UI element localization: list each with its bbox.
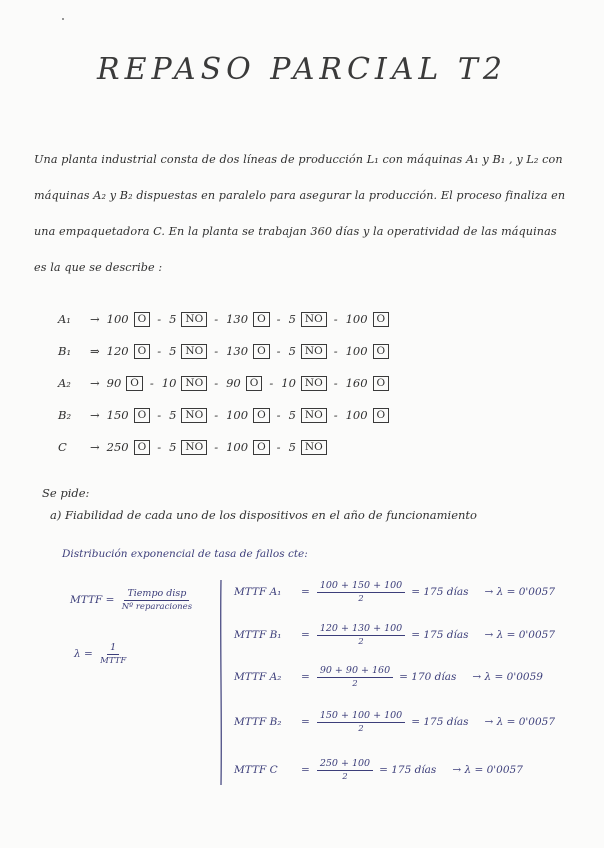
status-box-operative: O xyxy=(134,440,151,455)
duration-value: 5 xyxy=(169,440,177,454)
mttf-definition xyxy=(70,588,196,612)
paper-dot xyxy=(62,18,64,20)
separator: - xyxy=(269,376,274,390)
mttf-def-fraction xyxy=(122,588,192,612)
lambda-result: → λ = 0'0057 xyxy=(484,586,556,598)
machine-name: A₂ xyxy=(58,376,71,390)
duration-value: 150 xyxy=(106,408,129,422)
machine-name: B₂ xyxy=(58,408,72,422)
duration-value: 5 xyxy=(288,312,296,326)
equals-sign: = xyxy=(301,764,310,776)
status-box-operative: O xyxy=(373,312,390,327)
page-title: REPASO PARCIAL T2 xyxy=(97,52,507,87)
status-box-not-operative: NO xyxy=(181,408,207,423)
duration-value: 5 xyxy=(288,440,296,454)
duration-value: 100 xyxy=(226,440,249,454)
mttf-result: = 175 días xyxy=(411,629,469,641)
arrow-icon: → xyxy=(90,376,100,390)
mttf-denominator: 2 xyxy=(358,724,364,734)
status-box-operative: O xyxy=(373,408,390,423)
duration-value: 250 xyxy=(106,440,129,454)
lambda-result: → λ = 0'0057 xyxy=(484,629,556,641)
lambda-def-numerator: 1 xyxy=(107,642,119,655)
mttf-label: MTTF A₁ xyxy=(234,586,282,598)
question-a: a) Fiabilidad de cada uno de los dispositivos en el año de funcionamiento xyxy=(50,508,477,522)
status-box-not-operative: NO xyxy=(301,344,327,359)
mttf-fraction xyxy=(317,710,405,734)
machine-name: B₁ xyxy=(58,344,72,358)
machine-name: C xyxy=(58,440,67,454)
equals-sign: = xyxy=(301,629,310,641)
duration-value: 100 xyxy=(226,408,249,422)
separator: - xyxy=(214,344,219,358)
mttf-label: MTTF A₂ xyxy=(234,671,282,683)
duration-value: 120 xyxy=(106,344,129,358)
status-box-operative: O xyxy=(134,312,151,327)
duration-value: 10 xyxy=(161,376,177,390)
statement-line: Una planta industrial consta de dos líneas de producción L₁ con máquinas A₁ y B₁ , y L₂ con xyxy=(34,153,563,166)
machine-name: A₁ xyxy=(58,312,71,326)
separator: - xyxy=(333,344,338,358)
duration-value: 100 xyxy=(106,312,129,326)
duration-value: 90 xyxy=(226,376,241,390)
separator: - xyxy=(214,440,219,454)
status-box-operative: O xyxy=(126,376,143,391)
separator: - xyxy=(276,344,281,358)
separator: - xyxy=(157,408,162,422)
status-box-not-operative: NO xyxy=(301,376,327,391)
mttf-fraction xyxy=(317,623,405,647)
duration-value: 10 xyxy=(281,376,296,390)
mttf-def-numerator: Tiempo disp xyxy=(124,588,189,601)
separator: - xyxy=(214,376,219,390)
status-box-operative: O xyxy=(253,408,270,423)
status-box-operative: O xyxy=(253,344,270,359)
separator: - xyxy=(149,376,154,390)
arrow-icon: → xyxy=(90,312,100,326)
separator: - xyxy=(333,376,338,390)
mttf-def-lhs: MTTF = xyxy=(70,594,115,606)
separator: - xyxy=(157,440,162,454)
arrow-icon: ⇒ xyxy=(90,344,100,358)
lambda-result: → λ = 0'0057 xyxy=(452,764,523,776)
lambda-def-lhs: λ = xyxy=(74,648,93,660)
duration-value: 5 xyxy=(288,344,296,358)
operation-row xyxy=(58,303,391,335)
mttf-numerator: 250 + 100 xyxy=(317,758,373,771)
status-box-operative: O xyxy=(246,376,263,391)
mttf-denominator: 2 xyxy=(342,772,348,782)
lambda-definition xyxy=(74,642,130,666)
mttf-row xyxy=(234,580,555,604)
status-box-not-operative: NO xyxy=(301,312,327,327)
mttf-denominator: 2 xyxy=(358,594,364,604)
duration-value: 160 xyxy=(345,376,368,390)
mttf-fraction xyxy=(317,665,393,689)
statement-line: máquinas A₂ y B₂ dispuestas en paralelo para asegurar la producción. El proceso finaliza en xyxy=(34,189,566,202)
equals-sign: = xyxy=(301,671,310,683)
status-box-not-operative: NO xyxy=(181,440,207,455)
mttf-numerator: 150 + 100 + 100 xyxy=(317,710,405,723)
arrow-icon: → xyxy=(90,440,100,454)
separator: - xyxy=(157,312,162,326)
operation-row xyxy=(58,399,391,431)
status-box-operative: O xyxy=(373,376,390,391)
status-box-not-operative: NO xyxy=(181,376,207,391)
separator: - xyxy=(157,344,162,358)
lambda-result: → λ = 0'0057 xyxy=(484,716,556,728)
duration-value: 5 xyxy=(169,344,177,358)
status-box-operative: O xyxy=(134,344,151,359)
duration-value: 100 xyxy=(345,408,368,422)
arrow-icon: → xyxy=(90,408,100,422)
statement-line: es la que se describe : xyxy=(34,261,163,274)
operation-row xyxy=(58,335,391,367)
mttf-row xyxy=(234,710,555,734)
duration-value: 5 xyxy=(288,408,296,422)
equals-sign: = xyxy=(301,716,310,728)
problem-statement xyxy=(34,142,584,286)
status-box-operative: O xyxy=(253,312,270,327)
status-box-operative: O xyxy=(134,408,151,423)
mttf-result: = 175 días xyxy=(411,586,469,598)
separator: - xyxy=(276,408,281,422)
mttf-row xyxy=(234,665,543,689)
mttf-label: MTTF B₁ xyxy=(234,629,282,641)
mttf-label: MTTF C xyxy=(234,764,278,776)
mttf-def-denominator: Nº reparaciones xyxy=(121,602,193,612)
separator: - xyxy=(276,312,281,326)
lambda-def-denominator: MTTF xyxy=(100,656,127,666)
separator: - xyxy=(214,408,219,422)
statement-line: una empaquetadora C. En la planta se trabajan 360 días y la operatividad de las máquinas xyxy=(34,225,557,238)
mttf-denominator: 2 xyxy=(358,637,364,647)
mttf-numerator: 120 + 130 + 100 xyxy=(317,623,405,636)
separator: - xyxy=(333,312,338,326)
operation-row xyxy=(58,367,391,399)
mttf-row xyxy=(234,623,555,647)
mttf-label: MTTF B₂ xyxy=(234,716,282,728)
vertical-divider-line xyxy=(219,580,223,785)
operation-row xyxy=(58,431,391,463)
mttf-result: = 175 días xyxy=(411,716,469,728)
status-box-not-operative: NO xyxy=(301,440,327,455)
mttf-result: = 175 días xyxy=(379,764,437,776)
status-box-operative: O xyxy=(253,440,270,455)
distribution-label: Distribución exponencial de tasa de fallos cte: xyxy=(62,548,308,560)
status-box-not-operative: NO xyxy=(301,408,327,423)
status-box-not-operative: NO xyxy=(181,312,207,327)
mttf-numerator: 90 + 90 + 160 xyxy=(317,665,393,678)
separator: - xyxy=(214,312,219,326)
lambda-result: → λ = 0'0059 xyxy=(472,671,543,683)
mttf-denominator: 2 xyxy=(352,679,358,689)
mttf-row xyxy=(234,758,523,782)
mttf-fraction xyxy=(317,580,405,604)
mttf-numerator: 100 + 150 + 100 xyxy=(317,580,405,593)
duration-value: 5 xyxy=(169,408,177,422)
se-pide-label: Se pide: xyxy=(42,486,90,500)
duration-value: 100 xyxy=(345,344,368,358)
mttf-result: = 170 días xyxy=(399,671,457,683)
duration-value: 130 xyxy=(226,344,249,358)
duration-value: 5 xyxy=(169,312,177,326)
lambda-def-fraction xyxy=(100,642,126,666)
mttf-fraction xyxy=(317,758,373,782)
separator: - xyxy=(333,408,338,422)
duration-value: 130 xyxy=(226,312,249,326)
duration-value: 90 xyxy=(106,376,122,390)
separator: - xyxy=(276,440,281,454)
operation-sequences xyxy=(58,303,391,463)
equals-sign: = xyxy=(301,586,310,598)
status-box-operative: O xyxy=(373,344,390,359)
duration-value: 100 xyxy=(345,312,368,326)
status-box-not-operative: NO xyxy=(181,344,207,359)
